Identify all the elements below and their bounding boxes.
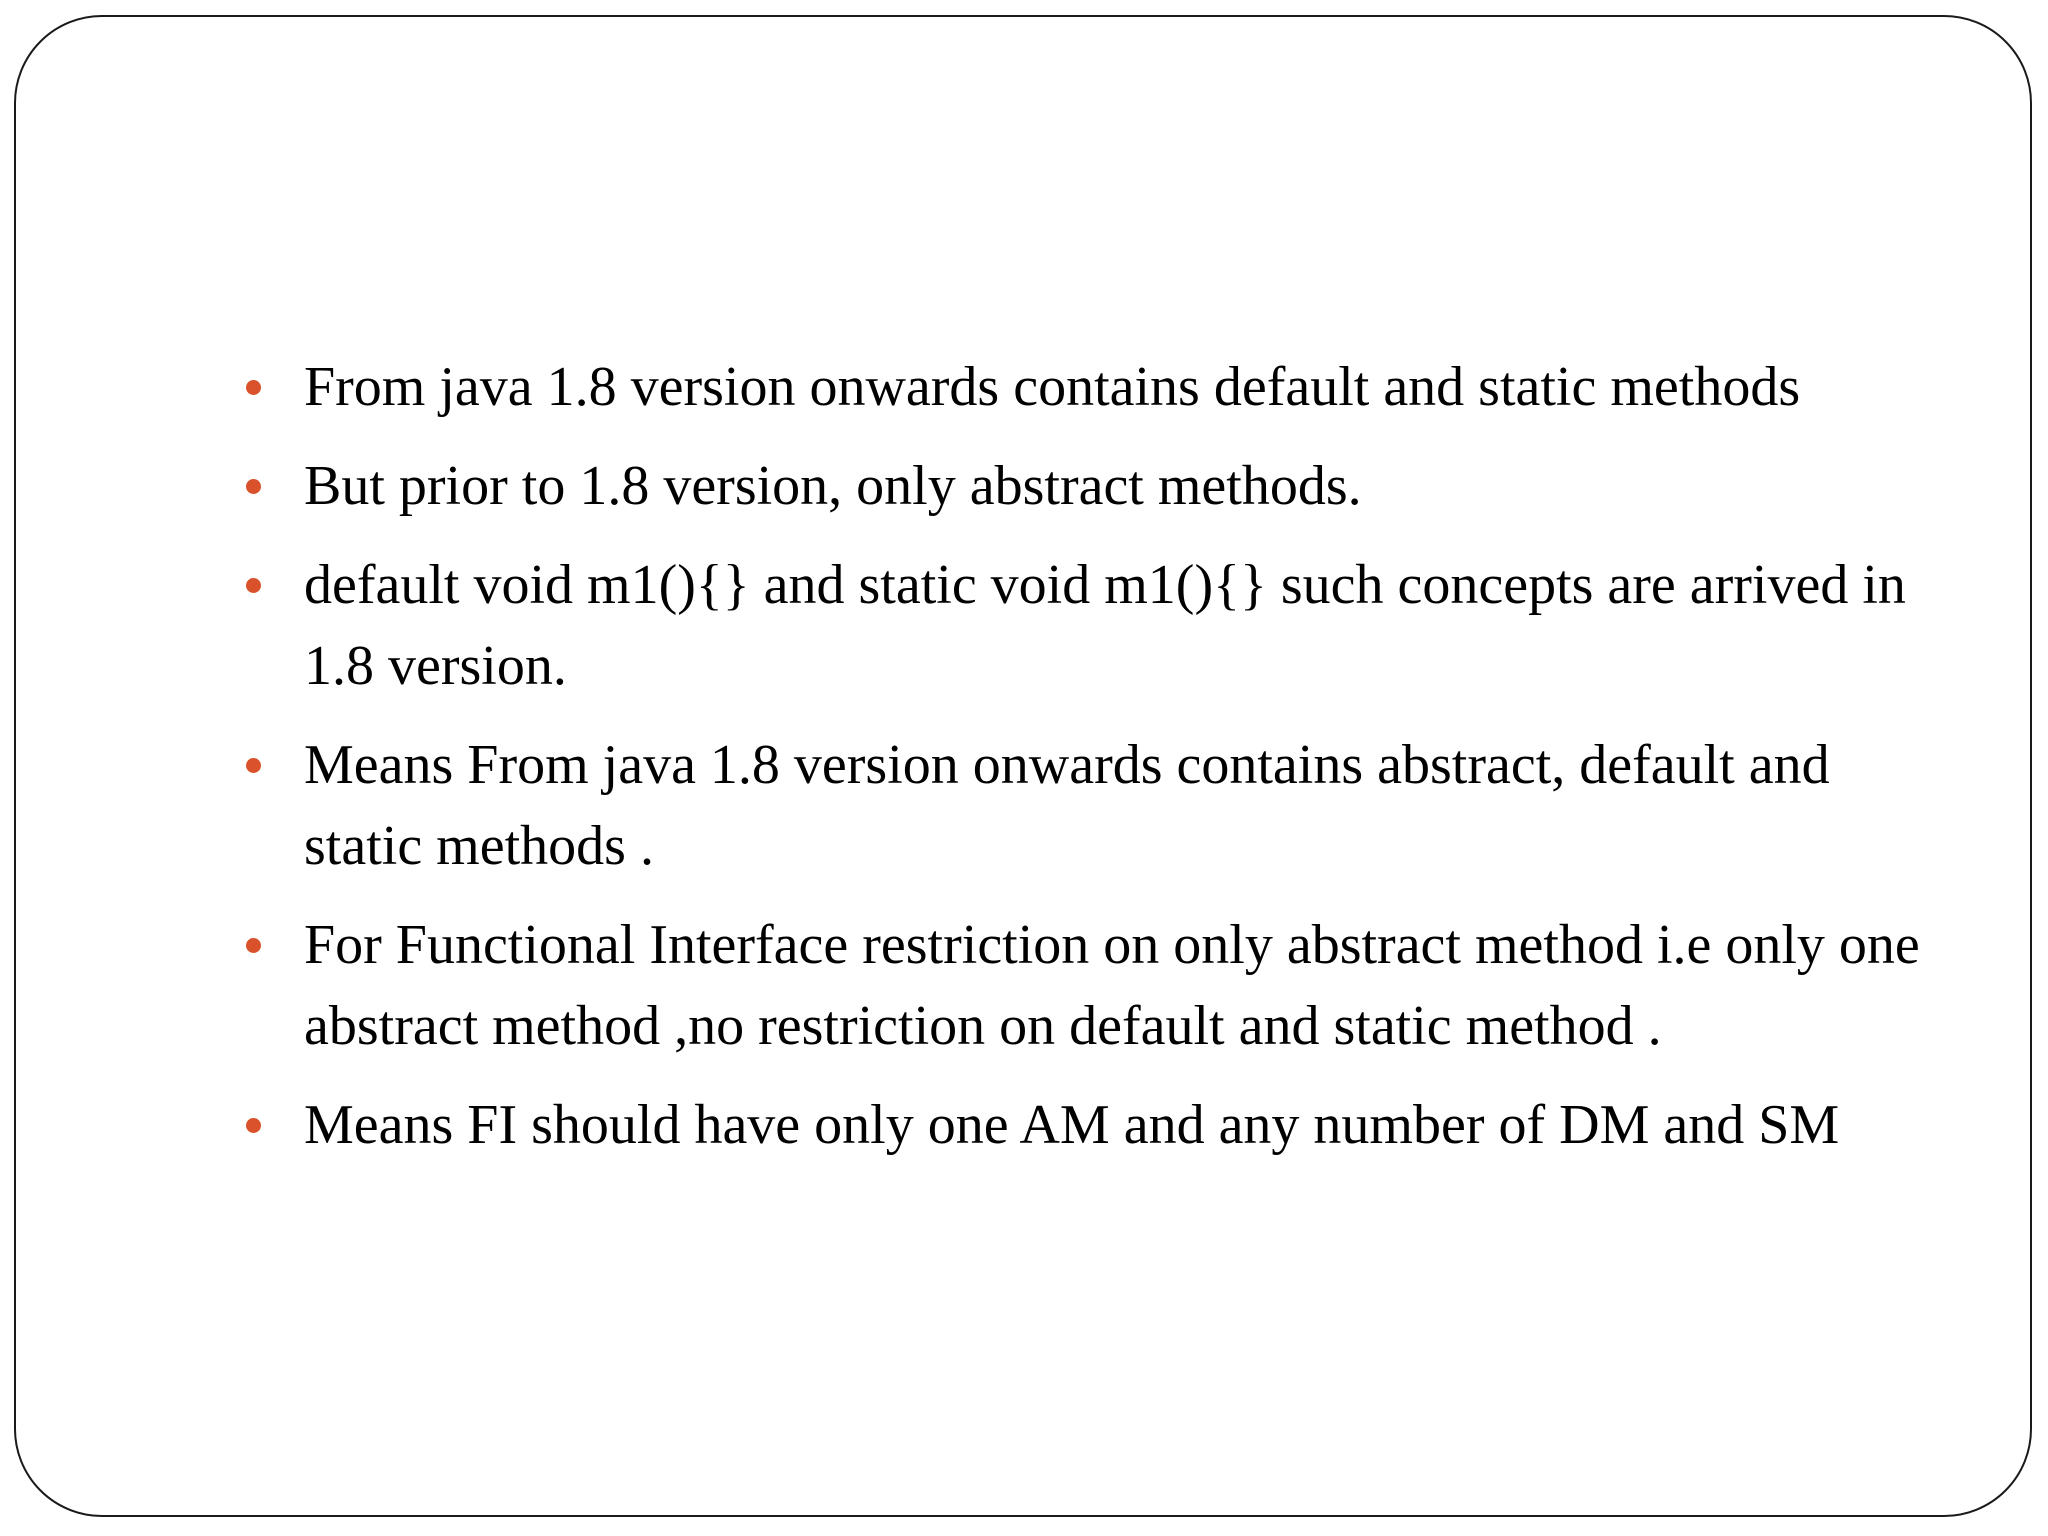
bullet-dot-icon	[246, 758, 261, 773]
bullet-text: But prior to 1.8 version, only abstract methods.	[304, 455, 1362, 517]
bullet-list	[244, 347, 1944, 1184]
bullet-dot-icon	[246, 380, 261, 395]
bullet-dot-icon	[246, 1118, 261, 1133]
bullet-dot-icon	[246, 578, 261, 593]
bullet-item-5	[244, 905, 1944, 1067]
bullet-text: From java 1.8 version onwards contains default and static methods	[304, 356, 1801, 418]
bullet-text: For Functional Interface restriction on only abstract method i.e only one abstract method ,no restriction on default and static method .	[304, 914, 1920, 1057]
bullet-text: default void m1(){} and static void m1(){} such concepts are arrived in 1.8 version.	[304, 554, 1906, 697]
bullet-item-6	[244, 1085, 1944, 1166]
bullet-dot-icon	[246, 938, 261, 953]
bullet-item-4	[244, 725, 1944, 887]
bullet-dot-icon	[246, 479, 261, 494]
bullet-text: Means FI should have only one AM and any number of DM and SM	[304, 1094, 1840, 1156]
bullet-text: Means From java 1.8 version onwards contains abstract, default and static methods .	[304, 734, 1830, 877]
bullet-item-3	[244, 545, 1944, 707]
bullet-item-2	[244, 446, 1944, 527]
bullet-item-1	[244, 347, 1944, 428]
slide-frame	[14, 15, 2032, 1517]
